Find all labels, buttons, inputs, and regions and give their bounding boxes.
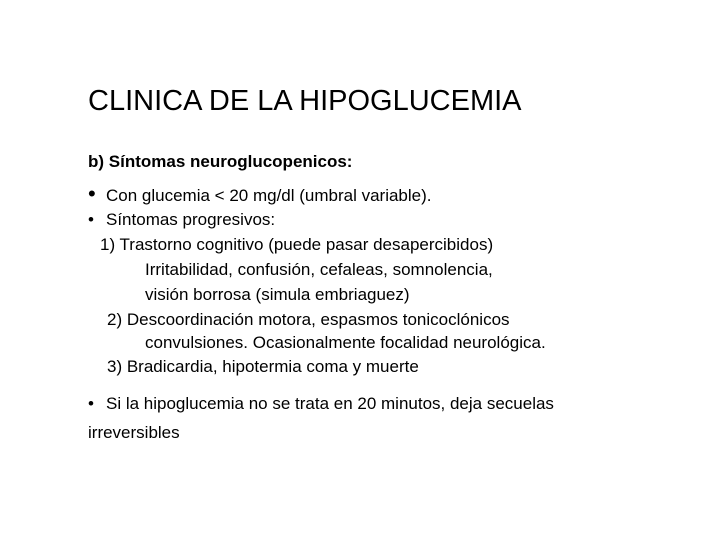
slide-title: CLINICA DE LA HIPOGLUCEMIA	[88, 85, 522, 117]
item-progresivos: Síntomas progresivos:	[106, 210, 276, 229]
item-irritabilidad: Irritabilidad, confusión, cefaleas, somnolencia,	[145, 260, 493, 279]
bullet-2: •	[88, 210, 94, 229]
item-trastorno: 1) Trastorno cognitivo (puede pasar desapercibidos)	[100, 235, 494, 254]
item-convulsiones: convulsiones. Ocasionalmente focalidad neurológica.	[145, 333, 546, 352]
item-glucemia: Con glucemia < 20 mg/dl (umbral variable).	[106, 186, 432, 205]
item-descoordinacion: 2) Descoordinación motora, espasmos tonicoclónicos	[107, 310, 510, 329]
bullet-1: •	[88, 181, 96, 206]
item-bradicardia: 3) Bradicardia, hipotermia coma y muerte	[107, 357, 419, 376]
section-subtitle: b) Síntomas neuroglucopenicos:	[88, 152, 353, 171]
item-secuelas-line-2: irreversibles	[88, 423, 180, 442]
item-secuelas-line-1: Si la hipoglucemia no se trata en 20 minutos, deja secuelas	[106, 394, 554, 413]
item-vision: visión borrosa (simula embriaguez)	[145, 285, 410, 304]
bullet-3: •	[88, 394, 94, 413]
